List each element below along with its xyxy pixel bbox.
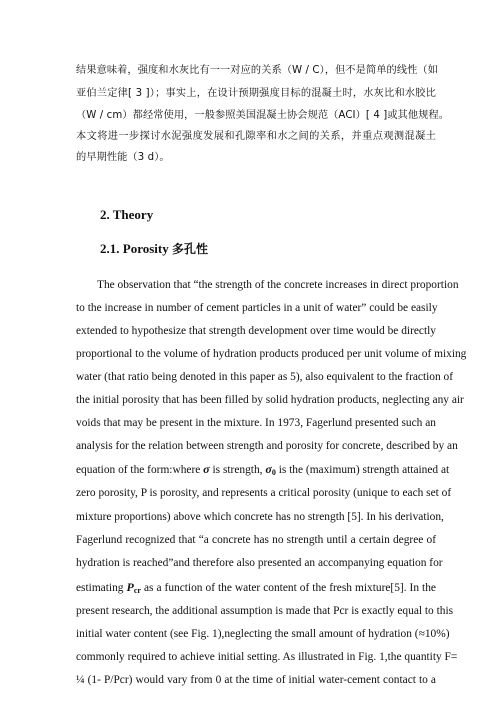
english-paragraph-line-15: present research, the additional assumption is made that Pcr is exactly equal to this bbox=[76, 605, 454, 617]
chinese-paragraph-line-2: 亚伯兰定律[ 3 ]）；事实上，在设计预期强度目标的混凝土时，水灰比和水胶比 bbox=[76, 88, 436, 99]
english-paragraph-line-6: the initial porosity that has been filled by solid hydration products, neglecting any air bbox=[76, 394, 464, 406]
english-paragraph-line-17: commonly required to achieve initial setting. As illustrated in Fig. 1,the quantity F= bbox=[76, 651, 458, 663]
english-paragraph-line-3: extended to hypothesize that strength development over time would be directly bbox=[76, 325, 436, 337]
english-paragraph-line-5: water (that ratio being denoted in this paper as 5), also equivalent to the fraction of bbox=[76, 371, 454, 383]
english-paragraph-line-2: to the increase in number of cement particles in a unit of water” could be easily bbox=[76, 302, 438, 314]
section-heading: 2. Theory bbox=[100, 207, 154, 222]
chinese-paragraph-line-5: 的早期性能（3 d）。 bbox=[76, 152, 170, 163]
english-paragraph-line-9 bbox=[76, 462, 450, 480]
english-paragraph-line-7: voids that may be present in the mixture. In 1973, Fagerlund presented such an bbox=[76, 417, 436, 429]
p-cr-symbol bbox=[126, 580, 140, 594]
english-paragraph-line-8: analysis for the relation between strength and porosity for concrete, described by an bbox=[76, 440, 458, 452]
chinese-paragraph-line-1: 结果意味着，强度和水灰比有一一对应的关系（W / C），但不是简单的线性（如 bbox=[76, 65, 438, 76]
english-paragraph-line-11: mixture proportions) above which concrete has no strength [5]. In his derivation, bbox=[76, 511, 444, 523]
english-paragraph-line-4: proportional to the volume of hydration products produced per unit volume of mixing bbox=[76, 348, 467, 360]
line9-text-a: equation of the form:where bbox=[76, 464, 201, 476]
line9-text-b: is strength, bbox=[212, 464, 263, 476]
sigma-zero-subscript: 0 bbox=[271, 468, 276, 477]
english-paragraph-line-10: zero porosity, P is porosity, and represents a critical porosity (unique to each set of bbox=[76, 487, 452, 499]
english-paragraph-line-12: Fagerlund recognized that “a concrete has no strength until a certain degree of bbox=[76, 534, 436, 546]
sigma-zero-symbol bbox=[265, 462, 275, 476]
chinese-paragraph-line-3: （W / cm）都经常使用，一般参照美国混凝土协会规范（ACI）[ 4 ]或其他规程。 bbox=[76, 110, 450, 121]
english-paragraph-line-13: hydration is reached”and therefore also presented an accompanying equation for bbox=[76, 557, 443, 569]
line9-text-c: is the (maximum) strength attained at bbox=[278, 464, 450, 476]
english-paragraph-line-14 bbox=[76, 580, 436, 598]
english-paragraph-line-16: initial water content (see Fig. 1),neglecting the small amount of hydration (≈10%) bbox=[76, 628, 450, 640]
subsection-heading bbox=[100, 241, 208, 257]
p-cr-subscript: cr bbox=[133, 586, 141, 595]
sigma-symbol: σ bbox=[203, 462, 210, 476]
english-paragraph-line-18: ¼ (1- P/Pcr) would vary from 0 at the time of initial water-cement contact to a bbox=[76, 674, 436, 686]
line14-text-a: estimating bbox=[76, 582, 124, 594]
english-paragraph-line-1: The observation that “the strength of the concrete increases in direct proportion bbox=[97, 279, 459, 291]
sigma-zero-base: σ bbox=[265, 462, 272, 476]
chinese-paragraph-line-4: 本文将进一步探讨水泥强度发展和孔隙率和水之间的关系，并重点观测混凝土 bbox=[76, 131, 436, 142]
subsection-heading-chinese: 多孔性 bbox=[171, 242, 208, 256]
line14-text-b: as a function of the water content of the fresh mixture[5]. In the bbox=[143, 582, 436, 594]
p-cr-base: P bbox=[126, 580, 134, 594]
subsection-heading-title: 2.1. Porosity bbox=[100, 241, 169, 256]
